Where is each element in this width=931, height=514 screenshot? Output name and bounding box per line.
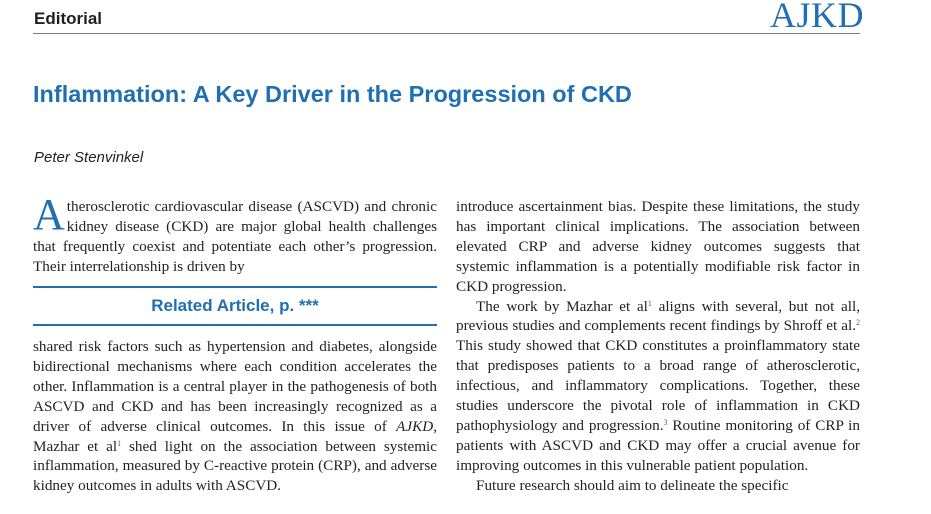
related-article-box[interactable]	[33, 286, 437, 326]
body-paragraph	[456, 297, 860, 476]
left-column-body	[33, 337, 437, 496]
reference-link[interactable]: 1	[647, 298, 652, 308]
body-paragraph: Future research should aim to delineate the specific	[476, 476, 789, 494]
left-column-intro	[33, 190, 437, 277]
intro-text: therosclerotic cardiovascular disease (ASCVD) and chronic kidney disease (CKD) are major global health challenges that frequently coexist and potentiate each other’s progression. Their interrelationship is driven by	[33, 198, 437, 275]
right-column	[456, 197, 860, 496]
header-divider	[33, 33, 860, 34]
body-text: shared risk factors such as hypertension and diabetes, alongside bidirectional mechanisms where each condition accelerates the other. Inflammation is a central player in the pathogenesis of both ASCVD and CKD and has been increasingly recognized as a driver of adverse clinical outcomes. In this issue of	[33, 338, 437, 435]
related-article-link[interactable]: Related Article, p. ***	[151, 296, 319, 315]
journal-logo[interactable]: AJKD	[770, 0, 865, 35]
section-label: Editorial	[34, 9, 103, 28]
body-text: shed light on the association between systemic inflammation, measured by C-reactive protein (CRP), and adverse kidney outcomes in adults with ASCVD.	[33, 437, 437, 495]
reference-link[interactable]: 1	[117, 438, 122, 448]
drop-cap: A	[33, 190, 65, 239]
reference-link[interactable]: 2	[856, 318, 860, 328]
body-text: Routine monitoring of CRP in patients with ASCVD and CKD may offer a crucial avenue for improving outcomes in this vulnerable patient population.	[456, 416, 860, 474]
article-author: Peter Stenvinkel	[34, 149, 144, 166]
reference-link[interactable]: 3	[663, 417, 668, 427]
body-text: aligns with several, but not all, previous studies and complements recent findings by Shroff et al.	[456, 297, 861, 335]
body-text: This study showed that CKD constitutes a proinflammatory state that predisposes patients to a broad range of atherosclerotic, infectious, and inflammatory complications. Together, these studies underscore the pivotal role of inflammation in CKD pathophysiology and progression.	[456, 337, 860, 434]
body-text: The work by Mazhar et al	[476, 297, 648, 315]
body-text: , Mazhar et al	[33, 417, 437, 455]
intro-paragraph	[33, 190, 437, 277]
body-paragraph	[33, 337, 437, 496]
body-paragraph: introduce ascertainment bias. Despite these limitations, the study has important clinical implications. The association between elevated CRP and adverse kidney outcomes suggests that systemic inflammation is a potentially modifiable risk factor in CKD progression.	[456, 198, 860, 295]
journal-name: AJKD	[396, 417, 434, 435]
article-title: Inflammation: A Key Driver in the Progression of CKD	[33, 81, 632, 107]
